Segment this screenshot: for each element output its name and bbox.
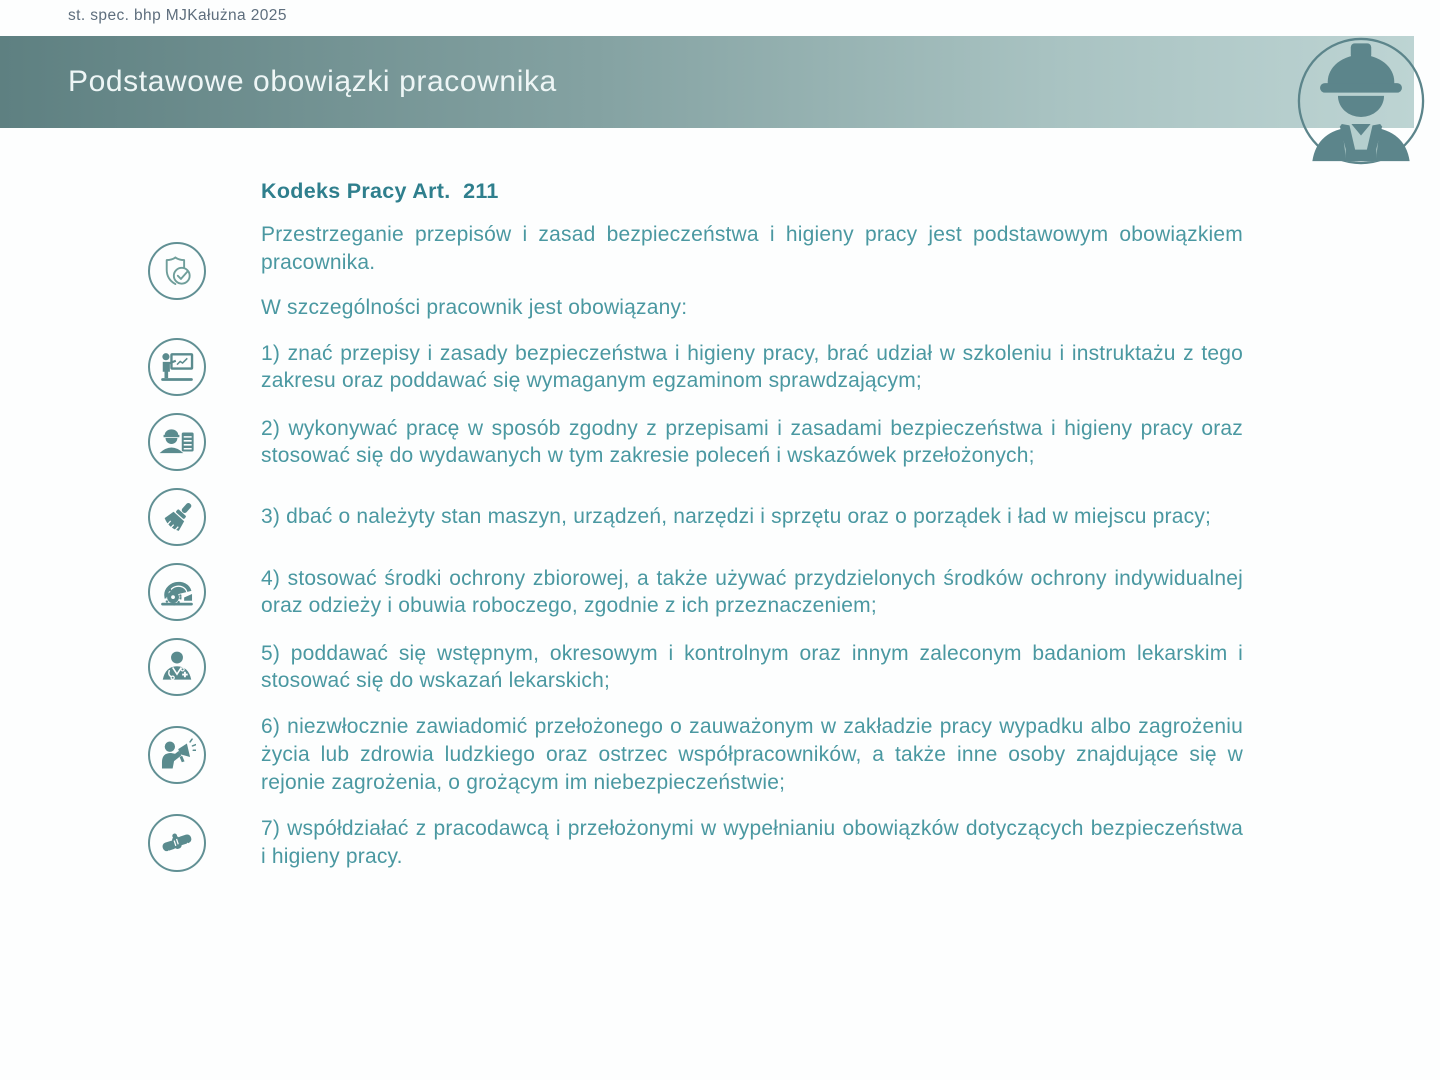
list-item — [0, 563, 1440, 621]
duty-5-text: 5) poddawać się wstępnym, okresowym i kontrolnym oraz innym zaleconym badaniom lekarskim i stosować się do wskazań lekarskich; — [261, 641, 1243, 693]
construction-worker-icon — [1297, 37, 1425, 165]
intro-paragraph: Przestrzeganie przepisów i zasad bezpieczeństwa i higieny pracy jest podstawowym obowiązkiem pracownika. — [261, 223, 1243, 274]
list-item — [0, 221, 1440, 321]
cleaning-broom-icon — [148, 488, 206, 546]
list-item — [0, 814, 1440, 872]
heading-row — [0, 179, 1440, 204]
lead-in-paragraph: W szczególności pracownik jest obowiązany: — [261, 295, 688, 319]
duty-6-text: 6) niezwłocznie zawiadomić przełożonego o zauważonym w zakładzie pracy wypadku albo zagrożeniu życia lub zdrowia ludzkiego oraz ostrzec współpracowników, a także inne osoby znajdujące się w rejonie zagrożenia, o grożącym im niebezpieczeństwie; — [261, 715, 1243, 794]
list-item — [0, 413, 1440, 471]
training-presentation-icon — [148, 338, 206, 396]
handshake-icon — [148, 814, 206, 872]
list-item — [0, 338, 1440, 396]
doctor-medical-exam-icon — [148, 638, 206, 696]
page-title: Podstawowe obowiązki pracownika — [68, 65, 557, 98]
machine-guard-icon — [148, 563, 206, 621]
megaphone-alert-icon — [148, 726, 206, 784]
duty-3-text: 3) dbać o należyty stan maszyn, urządzeń, narzędzi i sprzętu oraz o porządek i ład w miejscu pracy; — [261, 505, 1212, 529]
header-bar — [0, 36, 1414, 128]
duty-2-text: 2) wykonywać pracę w sposób zgodny z przepisami i zasadami bezpieczeństwa i higieny pracy oraz stosować się do wydawanych w tym zakresie poleceń i wskazówek przełożonych; — [261, 416, 1243, 468]
duty-4-text: 4) stosować środki ochrony zbiorowej, a także używać przydzielonych środków ochrony indywidualnej oraz odzieży i obuwia roboczego, zgodnie z ich przeznaczeniem; — [261, 566, 1243, 618]
duty-7-text: 7) współdziałać z pracodawcą i przełożonymi w wypełnianiu obowiązków dotyczących bezpieczeństwa i higieny pracy. — [261, 816, 1243, 868]
section-heading: Kodeks Pracy Art. 211 — [261, 179, 499, 203]
list-item — [0, 488, 1440, 546]
shield-check-icon — [148, 242, 206, 300]
worker-checklist-icon — [148, 413, 206, 471]
list-item — [0, 713, 1440, 796]
slide-footer-note: st. spec. bhp MJKałużna 2025 — [68, 7, 287, 24]
slide-content — [0, 179, 1440, 889]
list-item — [0, 638, 1440, 696]
duty-1-text: 1) znać przepisy i zasady bezpieczeństwa i higieny pracy, brać udział w szkoleniu i instruktażu z tego zakresu oraz poddawać się wymaganym egzaminom sprawdzającym; — [261, 341, 1243, 393]
